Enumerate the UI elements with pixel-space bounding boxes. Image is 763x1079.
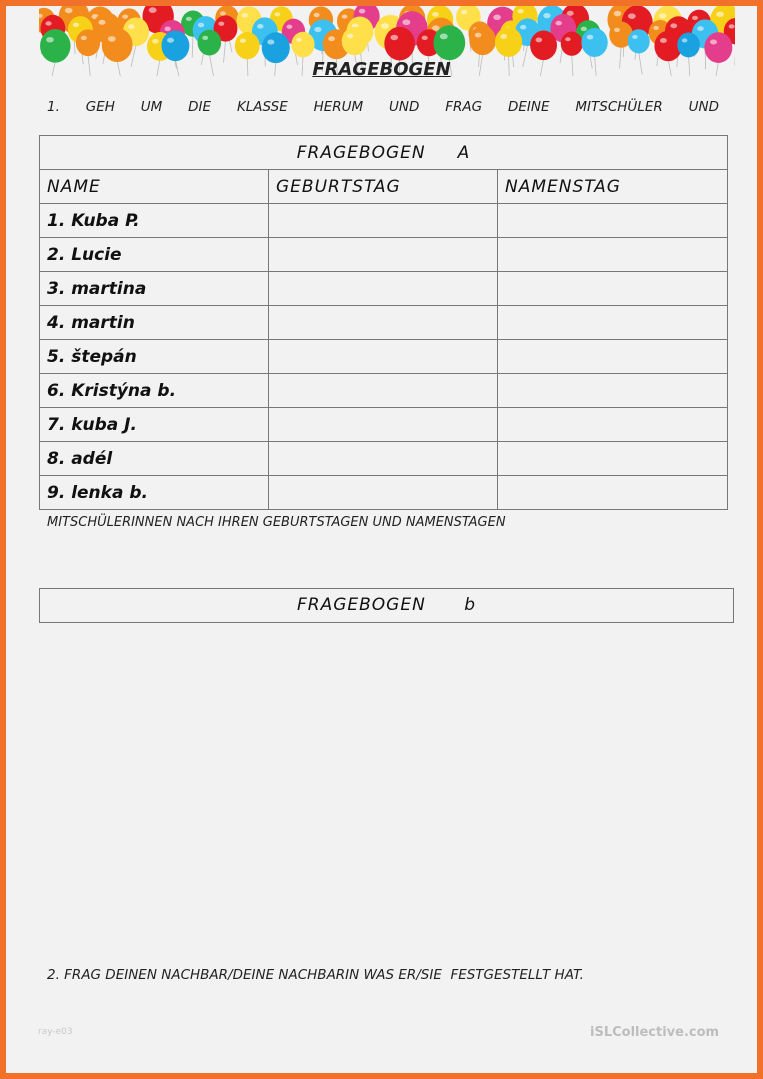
student-name-cell: 4. martin [40,306,269,340]
nameday-cell[interactable] [498,238,728,272]
table-row [40,408,728,442]
student-name-cell: 7. kuba J. [40,408,269,442]
student-name-cell: 9. lenka b. [40,476,269,510]
instruction-1-word: KLASSE [236,99,288,115]
student-name-cell: 1. Kuba P. [40,204,269,238]
instruction-1-word: 1. [47,99,60,115]
student-name-cell: 3. martina [40,272,269,306]
instruction-1-word: HERUM [313,99,364,115]
birthday-cell[interactable] [269,340,498,374]
table-row [40,204,728,238]
questionnaire-a-heading: FRAGEBOGEN A [40,136,728,170]
table-header-row [40,170,728,204]
birthday-cell[interactable] [269,272,498,306]
birthday-cell[interactable] [269,204,498,238]
student-name-cell: 2. Lucie [40,238,269,272]
nameday-cell[interactable] [498,306,728,340]
table-row [40,374,728,408]
footer-credit: ray-e03 [38,1027,73,1037]
nameday-cell[interactable] [498,476,728,510]
table-row [40,442,728,476]
table-row [40,238,728,272]
instruction-1-word: UND [389,99,420,115]
table-row [40,306,728,340]
column-header-nameday: NAMENSTAG [498,170,728,204]
table-row [40,272,728,306]
nameday-cell[interactable] [498,408,728,442]
instruction-1-word: UND [688,99,719,115]
instruction-1-word: MITSCHÜLER [575,99,663,115]
footer-watermark: iSLCollective.com [590,1025,720,1040]
nameday-cell[interactable] [498,374,728,408]
instruction-1-word: UM [140,99,163,115]
birthday-cell[interactable] [269,238,498,272]
instruction-1-word: FRAG [445,99,483,115]
instruction-1-word: GEH [85,99,115,115]
questionnaire-b-heading: FRAGEBOGEN b [39,588,734,623]
nameday-cell[interactable] [498,340,728,374]
instruction-1-word: DIE [188,99,212,115]
birthday-cell[interactable] [269,476,498,510]
instruction-2: 2. FRAG DEINEN NACHBAR/DEINE NACHBARIN WAS ER/SIE FESTGESTELLT HAT. [47,967,584,983]
nameday-cell[interactable] [498,442,728,476]
birthday-cell[interactable] [269,442,498,476]
worksheet-page [6,6,757,1073]
table-title-row [40,136,728,170]
birthday-cell[interactable] [269,306,498,340]
nameday-cell[interactable] [498,272,728,306]
instruction-1-word: DEINE [507,99,550,115]
birthday-cell[interactable] [269,374,498,408]
nameday-cell[interactable] [498,204,728,238]
instruction-1-continued: MITSCHÜLERINNEN NACH IHREN GEBURTSTAGEN UND NAMENSTAGEN [47,515,506,530]
column-header-name: NAME [40,170,269,204]
student-name-cell: 8. adél [40,442,269,476]
student-name-cell: 5. štepán [40,340,269,374]
table-row [40,476,728,510]
table-row [40,340,728,374]
instruction-1 [47,99,719,115]
questionnaire-a-table [39,135,728,510]
birthday-cell[interactable] [269,408,498,442]
student-name-cell: 6. Kristýna b. [40,374,269,408]
worksheet-title: FRAGEBOGEN [312,59,451,80]
column-header-birthday: GEBURTSTAG [269,170,498,204]
